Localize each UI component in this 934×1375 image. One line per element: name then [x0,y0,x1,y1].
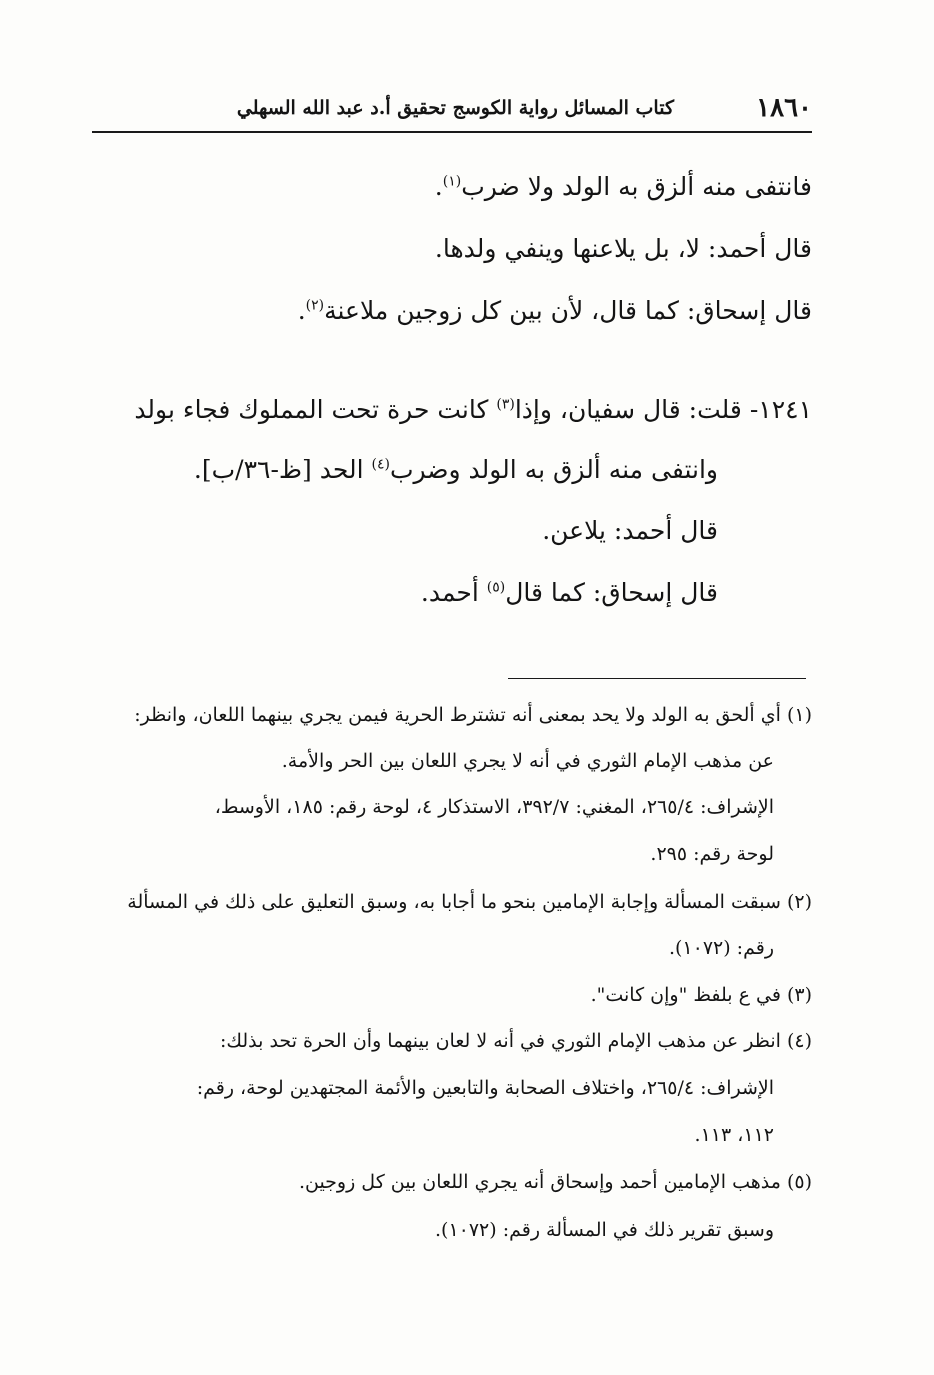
footnote-3: (٣) في ع بلفظ "وإن كانت". [590,984,812,1006]
footnote-2-line-2: رقم: (١٠٧٢). [668,937,774,959]
footnote-5-line-2: وسبق تقرير ذلك في المسألة رقم: (١٠٧٢). [434,1219,774,1241]
body-line-2: قال أحمد: لا، بل يلاعنها وينفي ولدها. [434,234,812,263]
footnote-ref-1: (١) [442,173,462,190]
footnote-ref-2: (٢) [305,297,325,314]
body-line-1: فانتفى منه ألزق به الولد ولا ضرب$^{(١)}$. [434,172,812,201]
body-line-5: وانتفى منه ألزق به الولد وضرب$^{(٤)}$ الحد [ظ-٣٦/ب]. [193,455,718,484]
footnote-separator [508,678,806,679]
footnote-ref-5: (٥) [486,579,506,596]
footnote-2-line-1: (٢) سبقت المسألة وإجابة الإمامين بنحو ما أجابا به، وسبق التعليق على ذلك في المسألة [127,891,812,913]
header-rule [92,131,812,133]
footnote-4-line-2: الإشراف: ٢٦٥/٤، واختلاف الصحابة والتابعين والأئمة المجتهدين لوحة، رقم: [196,1077,774,1099]
footnote-1-line-1: (١) أي ألحق به الولد ولا يحد بمعنى أنه تشترط الحرية فيمن يجري بينهما اللعان، وانظر: [134,704,812,726]
body-line-4: ١٢٤١- قلت: قال سفيان، وإذا$^{(٣)}$ كانت حرة تحت المملوك فجاء بولد [134,395,812,424]
running-title: كتاب المسائل رواية الكوسج تحقيق أ.د عبد الله السهلي [236,97,674,119]
footnote-5-line-1: (٥) مذهب الإمامين أحمد وإسحاق أنه يجري اللعان بين كل زوجين. [298,1171,812,1193]
body-line-3: قال إسحاق: كما قال، لأن بين كل زوجين ملاعنة$^{(٢)}$. [297,296,812,325]
page-header [92,93,812,129]
footnote-1-line-4: لوحة رقم: ٢٩٥. [650,843,774,865]
footnote-ref-3: (٣) [496,396,515,413]
footnote-ref-4: (٤) [371,456,390,473]
footnote-1-line-3: الإشراف: ٢٦٥/٤، المغني: ٣٩٢/٧، الاستذكار ٤، لوحة رقم: ١٨٥، الأوسط، [214,796,774,818]
footnote-4-line-3: ١١٢، ١١٣. [694,1124,774,1146]
page-number: ١٨٦٠ [756,93,812,123]
body-line-6: قال أحمد: يلاعن. [542,516,718,545]
footnote-4-line-1: (٤) انظر عن مذهب الإمام الثوري في أنه لا لعان بينهما وأن الحرة تحد بذلك: [219,1030,812,1052]
footnote-1-line-2: عن مذهب الإمام الثوري في أنه لا يجري اللعان بين الحر والأمة. [281,750,774,772]
body-line-7: قال إسحاق: كما قال$^{(٥)}$ أحمد. [420,578,718,607]
